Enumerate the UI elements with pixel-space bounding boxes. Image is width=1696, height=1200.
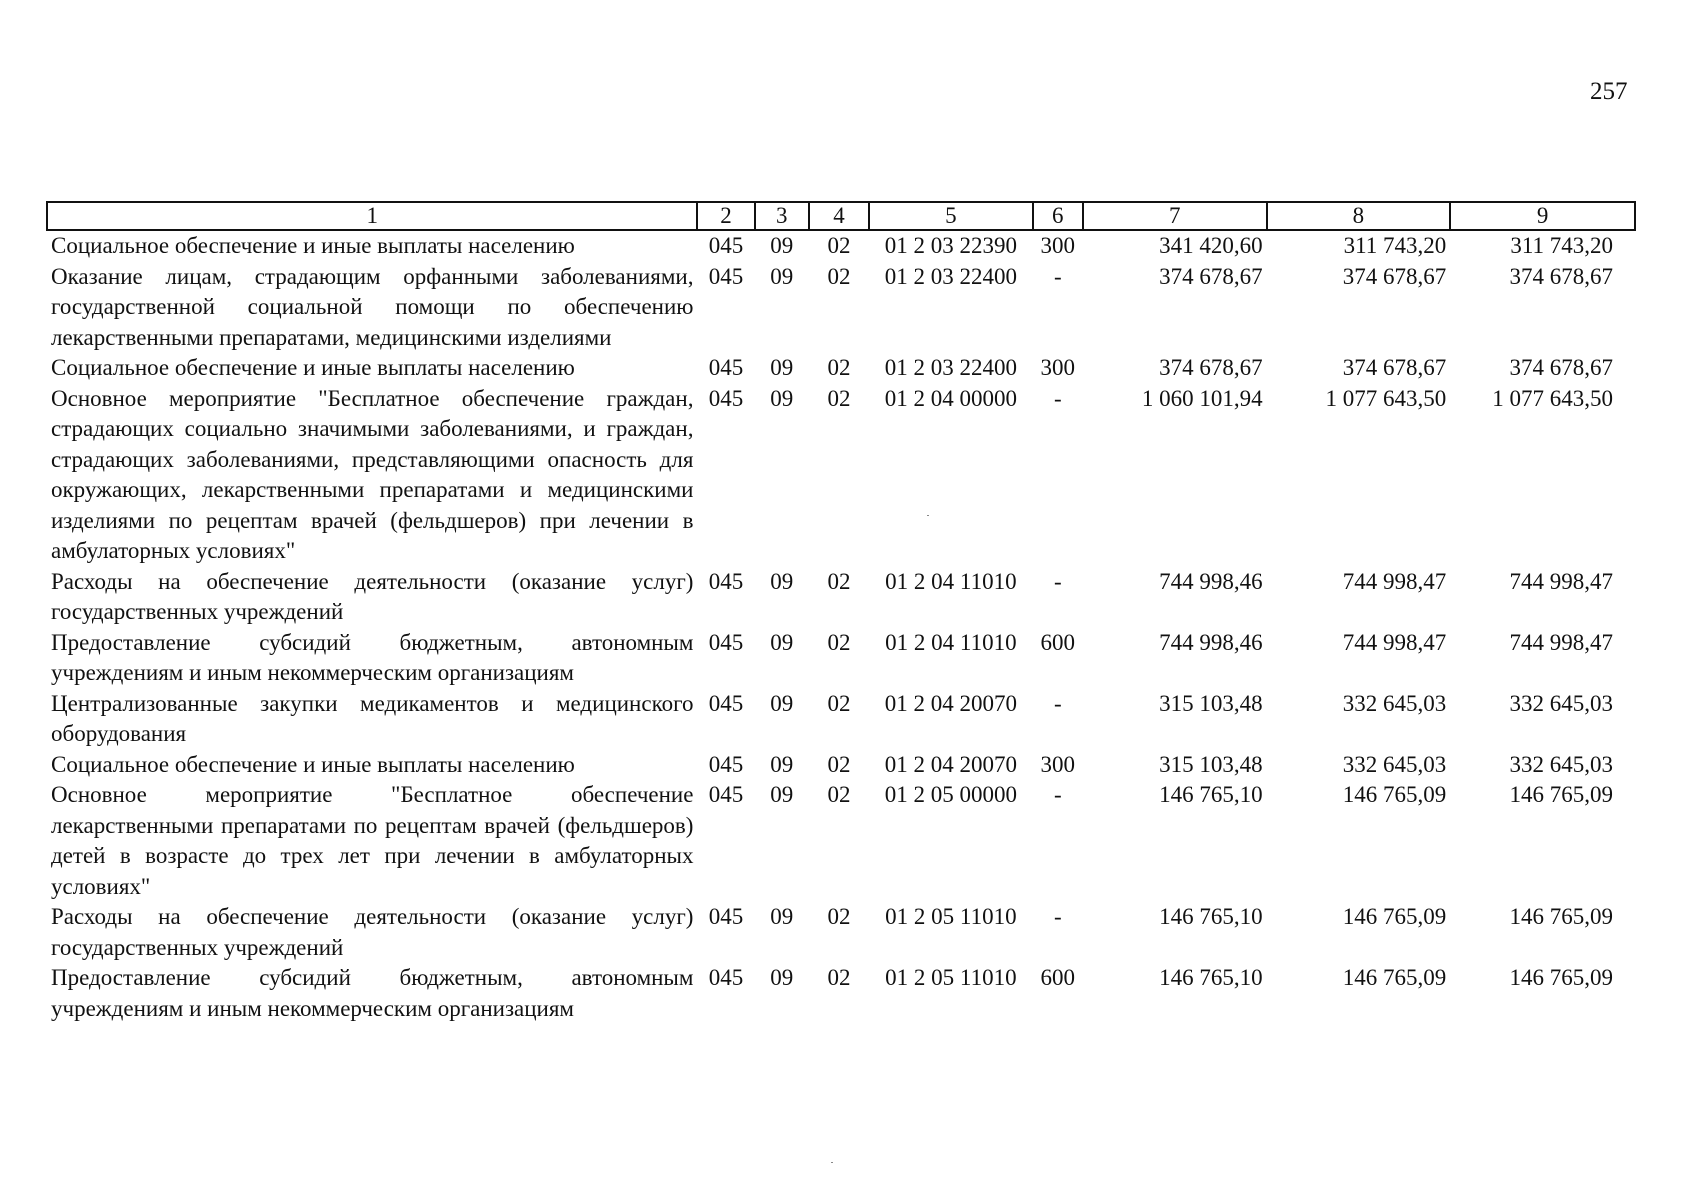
table-row — [47, 567, 1635, 628]
table-body — [47, 230, 1635, 1024]
column-header: 1 — [47, 202, 697, 230]
row-code-3: 09 — [770, 568, 794, 594]
row-amount-9: 332 645,03 — [1509, 751, 1613, 777]
row-name: Предоставление субсидий бюджетным, автономным учреждениям и иным некоммерческим организациям — [51, 965, 694, 1021]
table-row — [47, 353, 1635, 384]
row-code-3: 09 — [770, 690, 794, 716]
row-amount-9: 744 998,47 — [1509, 629, 1613, 655]
row-code-4: 02 — [827, 690, 851, 716]
column-header: 4 — [809, 202, 869, 230]
row-name: Расходы на обеспечение деятельности (оказание услуг) государственных учреждений — [51, 904, 694, 960]
row-code-3: 09 — [770, 904, 794, 929]
row-code-6: - — [1053, 782, 1062, 807]
row-code-5: 01 2 04 20070 — [884, 690, 1017, 716]
row-code-4: 02 — [827, 629, 851, 655]
row-amount-9: 311 743,20 — [1510, 233, 1613, 258]
row-amount-9: 374 678,67 — [1509, 355, 1613, 380]
row-code-6: 600 — [1040, 965, 1076, 990]
row-amount-7: 315 103,48 — [1159, 751, 1263, 777]
table-row — [47, 230, 1635, 262]
row-amount-9: 146 765,09 — [1509, 965, 1613, 990]
row-code-6: 600 — [1040, 629, 1076, 655]
row-amount-8: 374 678,67 — [1342, 355, 1447, 380]
row-name: Социальное обеспечение и иные выплаты населению — [51, 233, 575, 258]
row-code-3: 09 — [770, 263, 794, 289]
row-code-2: 045 — [708, 690, 744, 716]
row-code-3: 09 — [770, 965, 794, 990]
row-code-3: 09 — [770, 629, 794, 655]
row-amount-7: 315 103,48 — [1159, 690, 1263, 716]
row-code-2: 045 — [708, 263, 744, 289]
row-code-5: 01 2 03 22400 — [884, 263, 1017, 289]
row-amount-9: 146 765,09 — [1509, 904, 1613, 929]
budget-table — [46, 201, 1636, 1024]
row-code-6: 300 — [1040, 355, 1076, 380]
row-code-2: 045 — [708, 965, 744, 990]
row-code-3: 09 — [770, 782, 794, 807]
table-row — [47, 963, 1635, 1024]
table-row — [47, 902, 1635, 963]
table-row — [47, 262, 1635, 354]
row-code-5: 01 2 04 11010 — [885, 568, 1017, 594]
row-code-5: 01 2 03 22400 — [884, 355, 1017, 380]
row-amount-8: 374 678,67 — [1342, 263, 1447, 289]
row-code-5: 01 2 05 00000 — [884, 782, 1017, 807]
row-code-2: 045 — [708, 385, 744, 411]
row-code-6: 300 — [1040, 751, 1076, 777]
row-amount-9: 744 998,47 — [1509, 568, 1613, 594]
column-header: 6 — [1033, 202, 1083, 230]
row-code-6: - — [1053, 568, 1062, 594]
row-amount-7: 146 765,10 — [1159, 965, 1263, 990]
row-amount-8: 332 645,03 — [1342, 690, 1447, 716]
row-amount-7: 146 765,10 — [1159, 904, 1263, 929]
row-code-6: - — [1053, 385, 1062, 411]
row-amount-9: 146 765,09 — [1509, 782, 1613, 807]
row-code-2: 045 — [708, 568, 744, 594]
row-code-3: 09 — [770, 751, 794, 777]
column-header: 9 — [1450, 202, 1635, 230]
row-code-4: 02 — [827, 904, 851, 929]
row-name: Предоставление субсидий бюджетным, автономным учреждениям и иным некоммерческим организациям — [51, 629, 694, 685]
row-code-4: 02 — [827, 263, 851, 289]
row-code-5: 01 2 04 11010 — [885, 629, 1017, 655]
row-amount-8: 1 077 643,50 — [1325, 385, 1447, 411]
row-code-4: 02 — [827, 751, 851, 777]
row-code-3: 09 — [770, 233, 794, 258]
row-amount-9: 374 678,67 — [1509, 263, 1613, 289]
row-name: Основное мероприятие "Бесплатное обеспечение граждан, страдающих социально значимыми заболеваниями, и граждан, страдающих заболеваниями, представляющими опасность для окружающих, лекарственными препаратами и медицинскими изделиями по рецептам врачей (фельдшеров) при лечении в амбулаторных условиях" — [51, 385, 694, 563]
table-header — [47, 202, 1635, 230]
row-amount-7: 341 420,60 — [1159, 233, 1263, 258]
row-name: Централизованные закупки медикаментов и медицинского оборудования — [51, 690, 694, 746]
row-name: Социальное обеспечение и иные выплаты населению — [51, 355, 575, 380]
row-amount-7: 744 998,46 — [1159, 629, 1263, 655]
row-code-5: 01 2 04 20070 — [884, 751, 1017, 777]
row-amount-7: 374 678,67 — [1159, 263, 1263, 289]
row-code-5: 01 2 03 22390 — [884, 233, 1017, 258]
row-code-4: 02 — [827, 385, 851, 411]
column-header: 2 — [697, 202, 754, 230]
row-code-2: 045 — [708, 629, 744, 655]
column-header: 8 — [1267, 202, 1451, 230]
row-name: Оказание лицам, страдающим орфанными заболеваниями, государственной социальной помощи по обеспечению лекарственными препаратами, медицинскими изделиями — [51, 263, 694, 350]
row-name: Социальное обеспечение и иные выплаты населению — [51, 751, 575, 777]
row-code-2: 045 — [708, 355, 744, 380]
row-code-3: 09 — [770, 385, 794, 411]
row-name: Расходы на обеспечение деятельности (оказание услуг) государственных учреждений — [51, 568, 694, 624]
row-amount-7: 146 765,10 — [1159, 782, 1263, 807]
row-code-2: 045 — [708, 233, 744, 258]
row-code-2: 045 — [708, 782, 744, 807]
row-amount-7: 1 060 101,94 — [1141, 385, 1263, 411]
row-name: Основное мероприятие "Бесплатное обеспечение лекарственными препаратами по рецептам врачей (фельдшеров) детей в возрасте до трех лет при лечении в амбулаторных условиях" — [51, 782, 694, 899]
row-amount-9: 332 645,03 — [1509, 690, 1613, 716]
row-code-3: 09 — [770, 355, 794, 380]
table-row — [47, 750, 1635, 781]
table-row — [47, 628, 1635, 689]
row-amount-7: 744 998,46 — [1159, 568, 1263, 594]
row-code-5: 01 2 04 00000 — [884, 385, 1017, 411]
column-header: 3 — [755, 202, 809, 230]
row-amount-8: 146 765,09 — [1342, 782, 1447, 807]
row-amount-8: 744 998,47 — [1342, 629, 1447, 655]
row-amount-8: 146 765,09 — [1342, 965, 1447, 990]
row-code-2: 045 — [708, 751, 744, 777]
column-header: 5 — [869, 202, 1033, 230]
row-code-2: 045 — [708, 904, 744, 929]
scan-speck — [927, 515, 929, 516]
row-code-4: 02 — [827, 568, 851, 594]
row-amount-7: 374 678,67 — [1159, 355, 1263, 380]
table-row — [47, 780, 1635, 902]
row-amount-8: 332 645,03 — [1342, 751, 1447, 777]
row-code-5: 01 2 05 11010 — [885, 904, 1017, 929]
table-row — [47, 384, 1635, 567]
row-code-4: 02 — [827, 782, 851, 807]
row-code-4: 02 — [827, 355, 851, 380]
row-code-6: - — [1053, 904, 1062, 929]
row-code-6: - — [1053, 690, 1062, 716]
page-number: 257 — [1590, 78, 1628, 105]
row-code-4: 02 — [827, 233, 851, 258]
row-amount-8: 744 998,47 — [1342, 568, 1447, 594]
row-amount-9: 1 077 643,50 — [1492, 385, 1613, 411]
table-row — [47, 689, 1635, 750]
row-amount-8: 311 743,20 — [1343, 233, 1447, 258]
row-code-6: - — [1053, 263, 1062, 289]
row-code-6: 300 — [1040, 233, 1076, 258]
header-row — [47, 202, 1635, 230]
row-code-4: 02 — [827, 965, 851, 990]
row-amount-8: 146 765,09 — [1342, 904, 1447, 929]
scan-speck — [831, 1162, 833, 1163]
row-code-5: 01 2 05 11010 — [885, 965, 1017, 990]
column-header: 7 — [1083, 202, 1267, 230]
